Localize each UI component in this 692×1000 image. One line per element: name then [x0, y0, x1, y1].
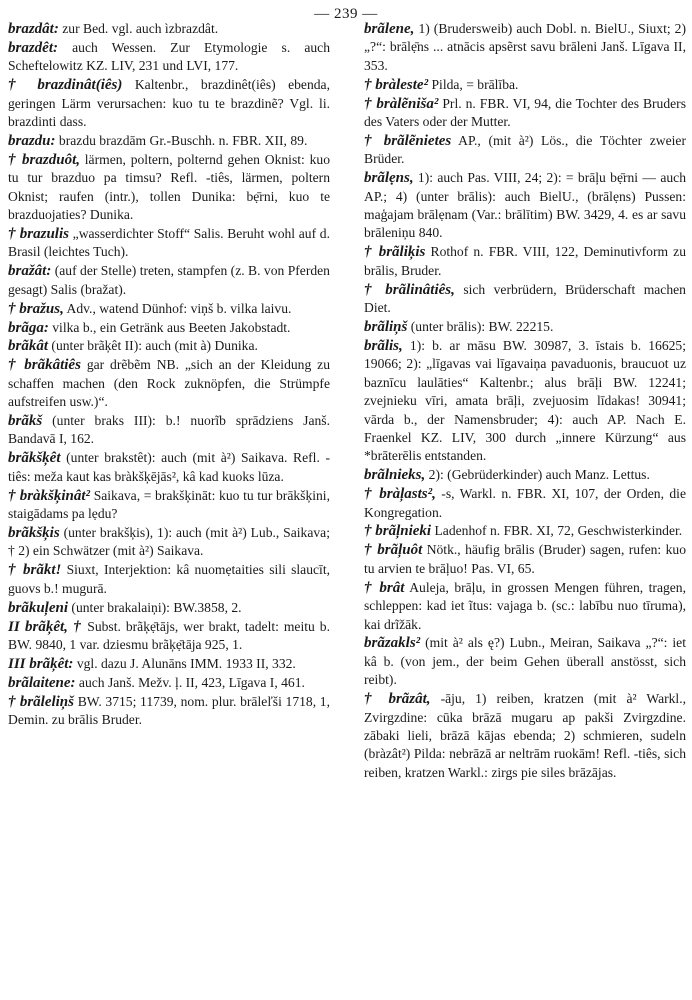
entry-text: brazdu brazdām Gr.-Buschh. n. FBR. XII, 89.: [58, 132, 308, 148]
entry-text: -s, Warkl. n. FBR. XI, 107, der Orden, die Kongregation.: [364, 486, 686, 520]
dictionary-entry: [8, 693, 330, 730]
entry-headword: brazdu:: [8, 132, 56, 149]
entry-text: (unter brakstêt): auch (mit à²) Saikava. Refl. -tiês: meža kaut kas bràkšķējās², kâ kad kuoks lūza.: [8, 450, 330, 484]
dictionary-entry: [8, 151, 330, 225]
entry-headword: † brãlinâtiês,: [364, 281, 455, 298]
page-number: — 239 —: [314, 6, 378, 22]
entry-headword: brãkšķêt: [8, 450, 61, 467]
entry-text: (unter brãķêt II): auch (mit à) Dunika.: [51, 338, 258, 354]
dictionary-entry: [8, 561, 330, 598]
entry-headword: brãlaitene:: [8, 674, 76, 691]
dictionary-entry: [364, 76, 686, 94]
entry-text: (auf der Stelle) treten, stampfen (z. B. von Pferden gesagt) Salis (bražat).: [8, 263, 330, 297]
entry-text: gar drẽbẽm NB. „sich an der Kleidung zu schaffen machen (den Rock zuknöpfen, die Strümpfe aufstreifen usw.)“.: [8, 357, 330, 410]
dictionary-entry: [8, 225, 330, 262]
dictionary-entry: [8, 524, 330, 561]
entry-headword: brãlẹns,: [364, 170, 414, 187]
entry-headword: † brãleliņš: [8, 693, 74, 710]
entry-text: Prl. n. FBR. VI, 94, die Tochter des Bruders des Vaters oder der Mutter.: [364, 95, 686, 130]
dictionary-entry: [364, 318, 686, 336]
entry-headword: † brãkt!: [8, 562, 62, 579]
entry-headword: † brazdinât(iês): [8, 77, 123, 94]
entry-text: vilka b., ein Getränk aus Beeten Jakobstadt.: [52, 319, 291, 335]
entry-headword: II brãķêt, †: [8, 618, 83, 635]
entry-headword: III brãķêt:: [8, 655, 74, 672]
entry-headword: brãlene,: [364, 21, 415, 37]
dictionary-entry: [8, 449, 330, 486]
entry-headword: brãliņš: [364, 319, 408, 335]
entry-text: Saikava, = brakšķināt: kuo tu tur brākšķini, staigādams pa lẹdu?: [8, 487, 330, 522]
dictionary-entry: [364, 541, 686, 578]
right-column: [364, 20, 686, 783]
entry-text: Siuxt, Interjektion: kâ nuomẹtaities sili slaucīt, guovs b.! mugurā.: [8, 562, 330, 596]
dictionary-entry: [364, 95, 686, 132]
entry-headword: † brãļuôt: [364, 542, 423, 559]
entry-headword: brazdêt:: [8, 39, 58, 56]
entry-headword: † brãkâtiês: [8, 357, 81, 374]
entry-text: „wasserdichter Stoff“ Salis. Beruht wohl auf d. Brasil (leichtes Tuch).: [8, 225, 330, 260]
entry-headword: brãkš: [8, 413, 43, 430]
entry-text: zur Bed. vgl. auch ìzbrazdât.: [62, 21, 219, 36]
entry-headword: brãga:: [8, 319, 49, 336]
dictionary-entry: [364, 132, 686, 169]
dictionary-entry: [8, 655, 330, 673]
entry-text: auch Janš. Mežv. ļ. II, 423, Līgava I, 461.: [78, 674, 305, 690]
entry-text: BW. 3715; 11739, nom. plur. brāleľši 1718, 1, Demin. zu brālis Bruder.: [8, 693, 330, 728]
entry-text: Auleja, brāļu, in grossen Mengen führen, tragen, schleppen: kad iet ĩtus: vajaga b. (sc.: labību nuo tīruma), kai drĩžāk.: [364, 579, 686, 632]
entry-text: (mit à² als ę?) Lubn., Meiran, Saikava „?“: iet kâ b. (von jem., der beim Gehen überall anstösst, sich reibt).: [364, 635, 686, 688]
dictionary-entry: [8, 337, 330, 355]
entry-headword: bražât:: [8, 263, 52, 280]
entry-text: (unter brakšķis), 1): auch (mit à²) Lub., Saikava; † 2) ein Schwätzer (mit à²) Saikava.: [8, 524, 330, 559]
entry-headword: † brazulis: [8, 225, 69, 242]
entry-text: Ladenhof n. FBR. XI, 72, Geschwisterkinder.: [434, 523, 683, 539]
entry-text: 1) (Brudersweib) auch Dobl. n. BielU., Siuxt; 2) „?“: brālẹ̄ns ... atnācis apsẽrst savu brāleni Janš. Līgava II, 353.: [364, 21, 686, 73]
entry-text: (unter braks III): b.! nuorĩb sprādziens Janš. Bandavā I, 162.: [8, 413, 330, 447]
entry-headword: brazdât:: [8, 21, 59, 37]
dictionary-entry: [364, 466, 686, 484]
dictionary-entry: [364, 281, 686, 318]
dictionary-entry: [8, 132, 330, 150]
entry-headword: † bràkšķinât²: [8, 487, 91, 504]
dictionary-entry: [8, 674, 330, 692]
entry-headword: † brãlẽnietes: [364, 132, 452, 149]
entry-text: vgl. dazu J. Alunāns IMM. 1933 II, 332.: [76, 655, 296, 671]
entry-headword: brãkšķis: [8, 524, 60, 541]
left-column: [8, 20, 330, 730]
entry-headword: † bràleste²: [364, 76, 429, 93]
dictionary-entry: [364, 522, 686, 540]
entry-headword: † bràlẽniša²: [364, 95, 439, 112]
entry-text: Pilda, = brālība.: [431, 76, 519, 92]
dictionary-entry: [8, 319, 330, 337]
dictionary-entry: [8, 39, 330, 76]
dictionary-entry: [8, 618, 330, 655]
entry-text: (unter brālis): BW. 22215.: [410, 319, 554, 334]
entry-headword: † brazduôt,: [8, 151, 80, 168]
dictionary-entry: [8, 487, 330, 524]
dictionary-entry: [364, 20, 686, 75]
dictionary-entry: [8, 599, 330, 617]
entry-text: Subst. brãķẹ̄tājs, wer brakt, tadelt: meitu b. BW. 9840, 1 var. dziesmu brãķẹ̄tāja 925, 1.: [8, 618, 330, 652]
entry-text: AP., (mit à²) Lös., die Töchter zweier Brüder.: [364, 132, 686, 167]
entry-headword: brãkât: [8, 338, 49, 355]
dictionary-entry: [364, 579, 686, 634]
entry-text: sich verbrüdern, Brüderschaft machen Diet.: [364, 281, 686, 316]
entry-text: 1): b. ar māsu BW. 30987, 3. īstais b. 16625; 19066; 2): „līgavas vai līgavaiņa pavaduonis, braucuot uz baznīcu laulāties“ Kaltenbr.; alus brāļi BW. 12241; zvejnieku vīri, amata brāļi, zvejuosim līdakas! 30941; vārda b., der Namensbruder; 4): auch AP. Nach E. Fraenkel KZ. LIV, 300 durch „innere Kürzung“ aus *brāterēlis entstanden.: [364, 337, 686, 464]
entry-text: Rothof n. FBR. VIII, 122, Deminutivform zu brālis, Bruder.: [364, 244, 686, 278]
dictionary-entry: [8, 76, 330, 131]
entry-headword: brãlnieks,: [364, 467, 426, 484]
entry-text: Adv., watend Dünhof: viņš b. vilka laivu.: [66, 300, 292, 316]
dictionary-entry: [364, 485, 686, 522]
entry-headword: brãkuļeni: [8, 599, 69, 616]
entry-text: (unter brakalaiņi): BW.3858, 2.: [71, 599, 242, 615]
dictionary-entry: [364, 169, 686, 243]
entry-text: 1): auch Pas. VIII, 24; 2): = brāļu bẹ̄rni — auch AP.; 4) (unter brālis): auch BielU., (brālẹns) Pussen: maģajam brālẹnam (Var.: brālītim) BW. 3429, 4. es ar savu brāleniņu 840.: [364, 170, 686, 241]
entry-text: lärmen, poltern, polternd gehen Oknist: kuo tu tur brazduo pa timsu? Refl. -tiês, lärmen, poltern Oknist; raufen (intr.), tollen Dunika: bẹ̄rni, kuo te brazduojaties? Dunika.: [8, 151, 330, 223]
entry-headword: † bràļasts²,: [364, 486, 436, 503]
entry-headword: † brãliķis: [364, 244, 426, 261]
entry-text: Kaltenbr., brazdinêt(iês) ebenda, geringen Lärm verursachen: kuo tu te brazdinẽ? Vgl. li. brazdinti dass.: [8, 77, 330, 130]
entry-text: -āju, 1) reiben, kratzen (mit à² Warkl., Zvirgzdine: cūka brāzā mugaru ap pakši Zvirgzdine. zābaki lieli, brāzā kājas ebenda; 2) schmieren, sudeln (bràzât²) Pilda: nebrāzā ar neltrām ruokām! Refl. -tiês, sich reiben, kratzen Warkl.: zirgs pie siles brāzājas.: [364, 691, 687, 780]
entry-text: Nötk., häufig brālis (Bruder) sagen, rufen: kuo tu arvien te brāļuo! Pas. VI, 65.: [364, 542, 687, 576]
dictionary-entry: [8, 20, 330, 38]
entry-headword: brãlis,: [364, 337, 403, 354]
entry-text: 2): (Gebrüderkinder) auch Manz. Lettus.: [428, 467, 650, 483]
dictionary-entry: [364, 337, 686, 466]
dictionary-entry: [8, 356, 330, 411]
entry-headword: † bražus,: [8, 300, 64, 317]
entry-text: auch Wessen. Zur Etymologie s. auch Scheftelowitz KZ. LIV, 231 und LVI, 177.: [8, 39, 330, 74]
entry-headword: brãzakls²: [364, 635, 421, 652]
entry-headword: † brãzât,: [364, 691, 431, 708]
dictionary-entry: [364, 634, 686, 689]
dictionary-entry: [8, 262, 330, 299]
dictionary-entry: [364, 690, 686, 782]
dictionary-entry: [8, 412, 330, 449]
entry-headword: † brãļnieki: [364, 523, 432, 540]
dictionary-entry: [8, 300, 330, 318]
dictionary-entry: [364, 243, 686, 280]
entry-headword: † brât: [364, 579, 405, 596]
